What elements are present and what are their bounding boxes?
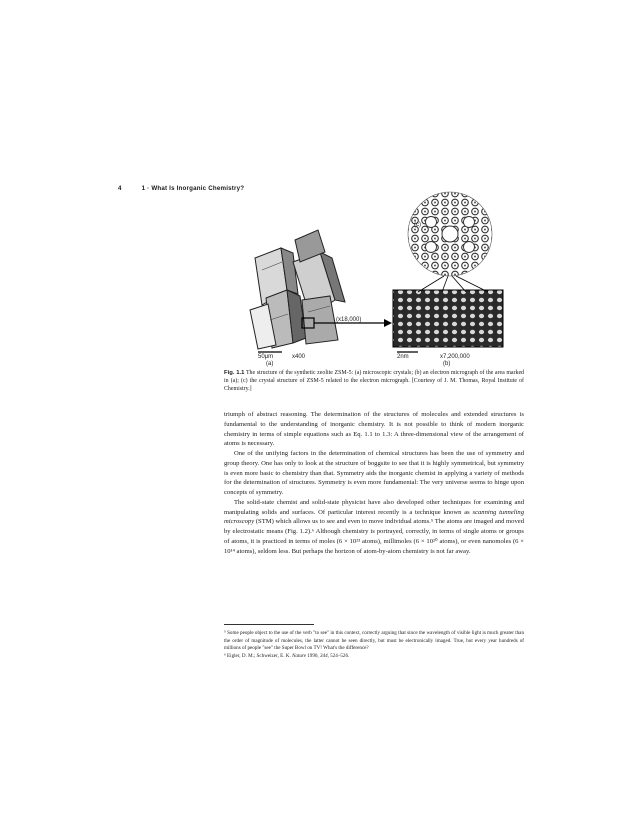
figure-label: Fig. 1.1 [224,370,245,376]
figure-1-1 [0,0,638,380]
footnote-6-volume: 344 [319,652,328,659]
footnote-6-year: 1990, [305,652,320,659]
footnote-6-pages: , 524–526. [327,652,350,659]
figure-graphics [0,0,638,380]
footnote-5: ⁵ Some people object to the use of the verb "to see" in this context, correctly arguing that since the wavelength of visible light is much greater than the order of magnitude of molecules, the latter cannot be seen directly, but must be electronically imaged. True, but every year hundreds of millions of people "see" the Super Bowl on TV! What's the difference? [224,630,524,651]
scale-b: 2nm [397,354,409,360]
magnification-a: x400 [292,354,306,360]
footnote-6-journal: Nature [292,652,306,659]
panel-c-crystal-structure [408,192,492,276]
paragraph-3 [224,498,524,557]
arrow-magnification: (x18,000) [336,317,362,323]
paragraph-3-start: The solid-state chemist and solid-state physicist have also developed other techniques for examining and manipulating solids and surfaces. Of particular interest recently is a technique known as [224,498,524,516]
body-text [224,410,524,556]
paragraph-2: One of the unifying factors in the determination of chemical structures has been the use of symmetry and group theory. One has only to look at the structure of boggsite to see that it is highly symmetrical, but symmetry is even more basic to chemistry than that. Symmetry aids the inorganic chemist in applying a variety of methods for the determination of structures. Symmetry is even more fundamental: The very universe seems to hinge upon concepts of symmetry. [224,450,524,496]
footnote-6 [224,653,524,661]
chapter-title: 1 · What Is Inorganic Chemistry? [141,185,245,192]
magnification-b: x7,200,000 [440,354,470,360]
label-c: (c) [414,222,421,228]
footnote-rule [224,624,314,625]
paragraph-3-term: scanning tunneling microscopy [224,508,524,526]
label-a: (a) [266,361,274,367]
page-number: 4 [118,185,122,192]
paragraph-3-end: (STM) which allows us to see and even to move individual atoms.⁵ The atoms are imaged and moved by electrostatic means (Fig. 1.2).⁶ Although chemistry is portrayed, correctly, in terms of single atoms or groups of atoms, it is practiced in terms of moles (6 × 10²³ atoms), millimoles (6 × 10²⁰ atoms), or even nanomoles (6 × 10¹⁴ atoms), seldom less. But perhaps the horizon of atom-by-atom chemistry is not far away. [224,518,524,555]
figure-caption [224,369,524,394]
panel-a-crystals [250,230,345,352]
caption-text: The structure of the synthetic zeolite ZSM-5: (a) microscopic crystals; (b) an electron micrograph of the area marked in (a); (c) the crystal structure of ZSM-5 related to the electron micrograph. [Courtesy of J. M. Thomas, Royal Institute of Chemistry.] [224,370,525,393]
panel-b-micrograph [393,276,503,352]
scale-a: 50μm [258,354,274,360]
footnotes [224,630,524,660]
footnote-6-authors: ⁶ Eigler, D. M.; Schweizer, E. K. [224,652,292,659]
paragraph-1: triumph of abstract reasoning. The determination of the structures of molecules and extended structures is fundamental to the understanding of inorganic chemistry. It is not possible to think of modern inorganic chemistry in terms of simple equations such as Eq. 1.1 to 1.3: A three-dimensional view of the arrangement of atoms is necessary. [224,411,524,448]
label-b: (b) [443,361,451,367]
